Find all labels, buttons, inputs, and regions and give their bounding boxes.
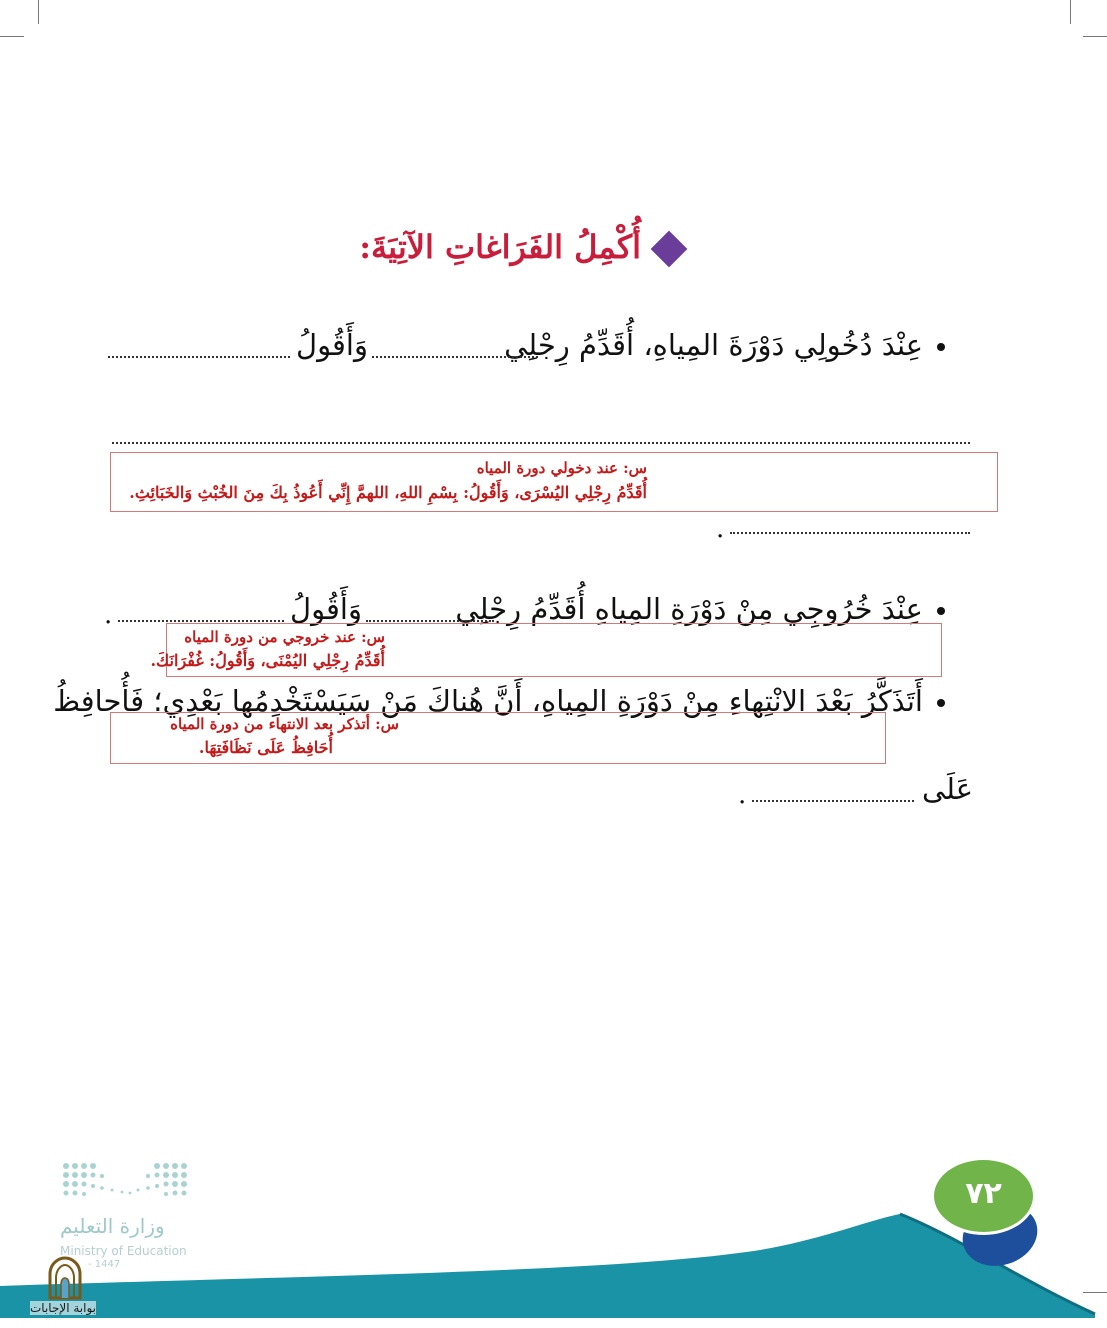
item-1-text: عِنْدَ دُخُولِي دَوْرَةَ المِياهِ، أُقَدِّمُ رِجْلِي <box>504 328 923 362</box>
answer-text: أُقَدِّمُ رِجْلِي اليُمْنَى، وَأَقُولُ: غُفْرَانَكَ. <box>150 651 385 670</box>
answer-box-3 <box>110 712 886 764</box>
ministry-name-english: Ministry of Education <box>60 1244 187 1258</box>
blank-field[interactable] <box>112 442 970 444</box>
blank-field[interactable] <box>372 356 538 358</box>
full-stop: . <box>104 600 113 630</box>
answer-question: س: عند خروجي من دورة المياه <box>184 628 385 646</box>
crop-mark <box>1070 0 1071 24</box>
ministry-year: - 1447 <box>88 1259 121 1270</box>
answer-text: أُحَافِظُ عَلَى نَظَافَتِهَا. <box>198 738 333 757</box>
diamond-icon <box>651 231 688 268</box>
exercise-header <box>0 222 1107 282</box>
crop-mark <box>1083 36 1107 37</box>
blank-field[interactable] <box>366 620 494 622</box>
item-1-say: وَأَقُولُ <box>296 328 368 362</box>
exercise-title: أُكْمِلُ الفَرَاغاتِ الآتِيَةَ: <box>359 228 641 266</box>
bullet-icon <box>937 699 945 707</box>
item-3-on: عَلَى <box>922 772 974 806</box>
answer-question: س: عند دخولي دورة المياه <box>476 459 647 477</box>
crop-mark <box>38 0 39 24</box>
answer-box-2 <box>150 623 942 677</box>
ministry-logo-icon <box>62 1162 188 1200</box>
watermark-label: بوابة الإجابات <box>30 1301 97 1315</box>
blank-field[interactable] <box>730 532 970 534</box>
blank-field[interactable] <box>108 356 290 358</box>
bullet-icon <box>937 343 945 351</box>
full-stop: . <box>716 514 725 544</box>
blank-field[interactable] <box>752 800 914 802</box>
item-2-line <box>455 592 945 626</box>
page-number: ٧٢ <box>965 1176 1002 1211</box>
bullet-icon <box>937 607 945 615</box>
answer-box-1 <box>110 452 998 512</box>
answer-question: س: أتذكر بعد الانتهاء من دورة المياه <box>170 715 399 733</box>
crop-mark <box>0 36 24 37</box>
answer-text: أُقَدِّمُ رِجْلِي اليُسْرَى، وَأَقُولُ: بِسْمِ اللهِ، اللهمَّ إِنِّي أَعُوذُ بِكَ مِنَ الخُبْثِ وَالخَبَائِثِ. <box>129 483 647 502</box>
ministry-name-arabic: وزارة التعليم <box>60 1214 165 1238</box>
item-3-text: أَتَذَكَّرُ بَعْدَ الانْتِهاءِ مِنْ دَوْرَةِ المِياهِ، أَنَّ هُناكَ مَنْ سَيَسْتَخْدِمُها بَعْدِي؛ فَأُحافِظُ <box>53 684 923 718</box>
item-2-say: وَأَقُولُ <box>290 592 362 626</box>
full-stop: . <box>738 780 747 810</box>
item-2-text: عِنْدَ خُرُوجِي مِنْ دَوْرَةِ المِياهِ أُقَدِّمُ رِجْلِي <box>455 592 923 626</box>
mosque-icon <box>44 1256 86 1300</box>
item-1-line <box>504 328 945 362</box>
blank-field[interactable] <box>118 620 284 622</box>
